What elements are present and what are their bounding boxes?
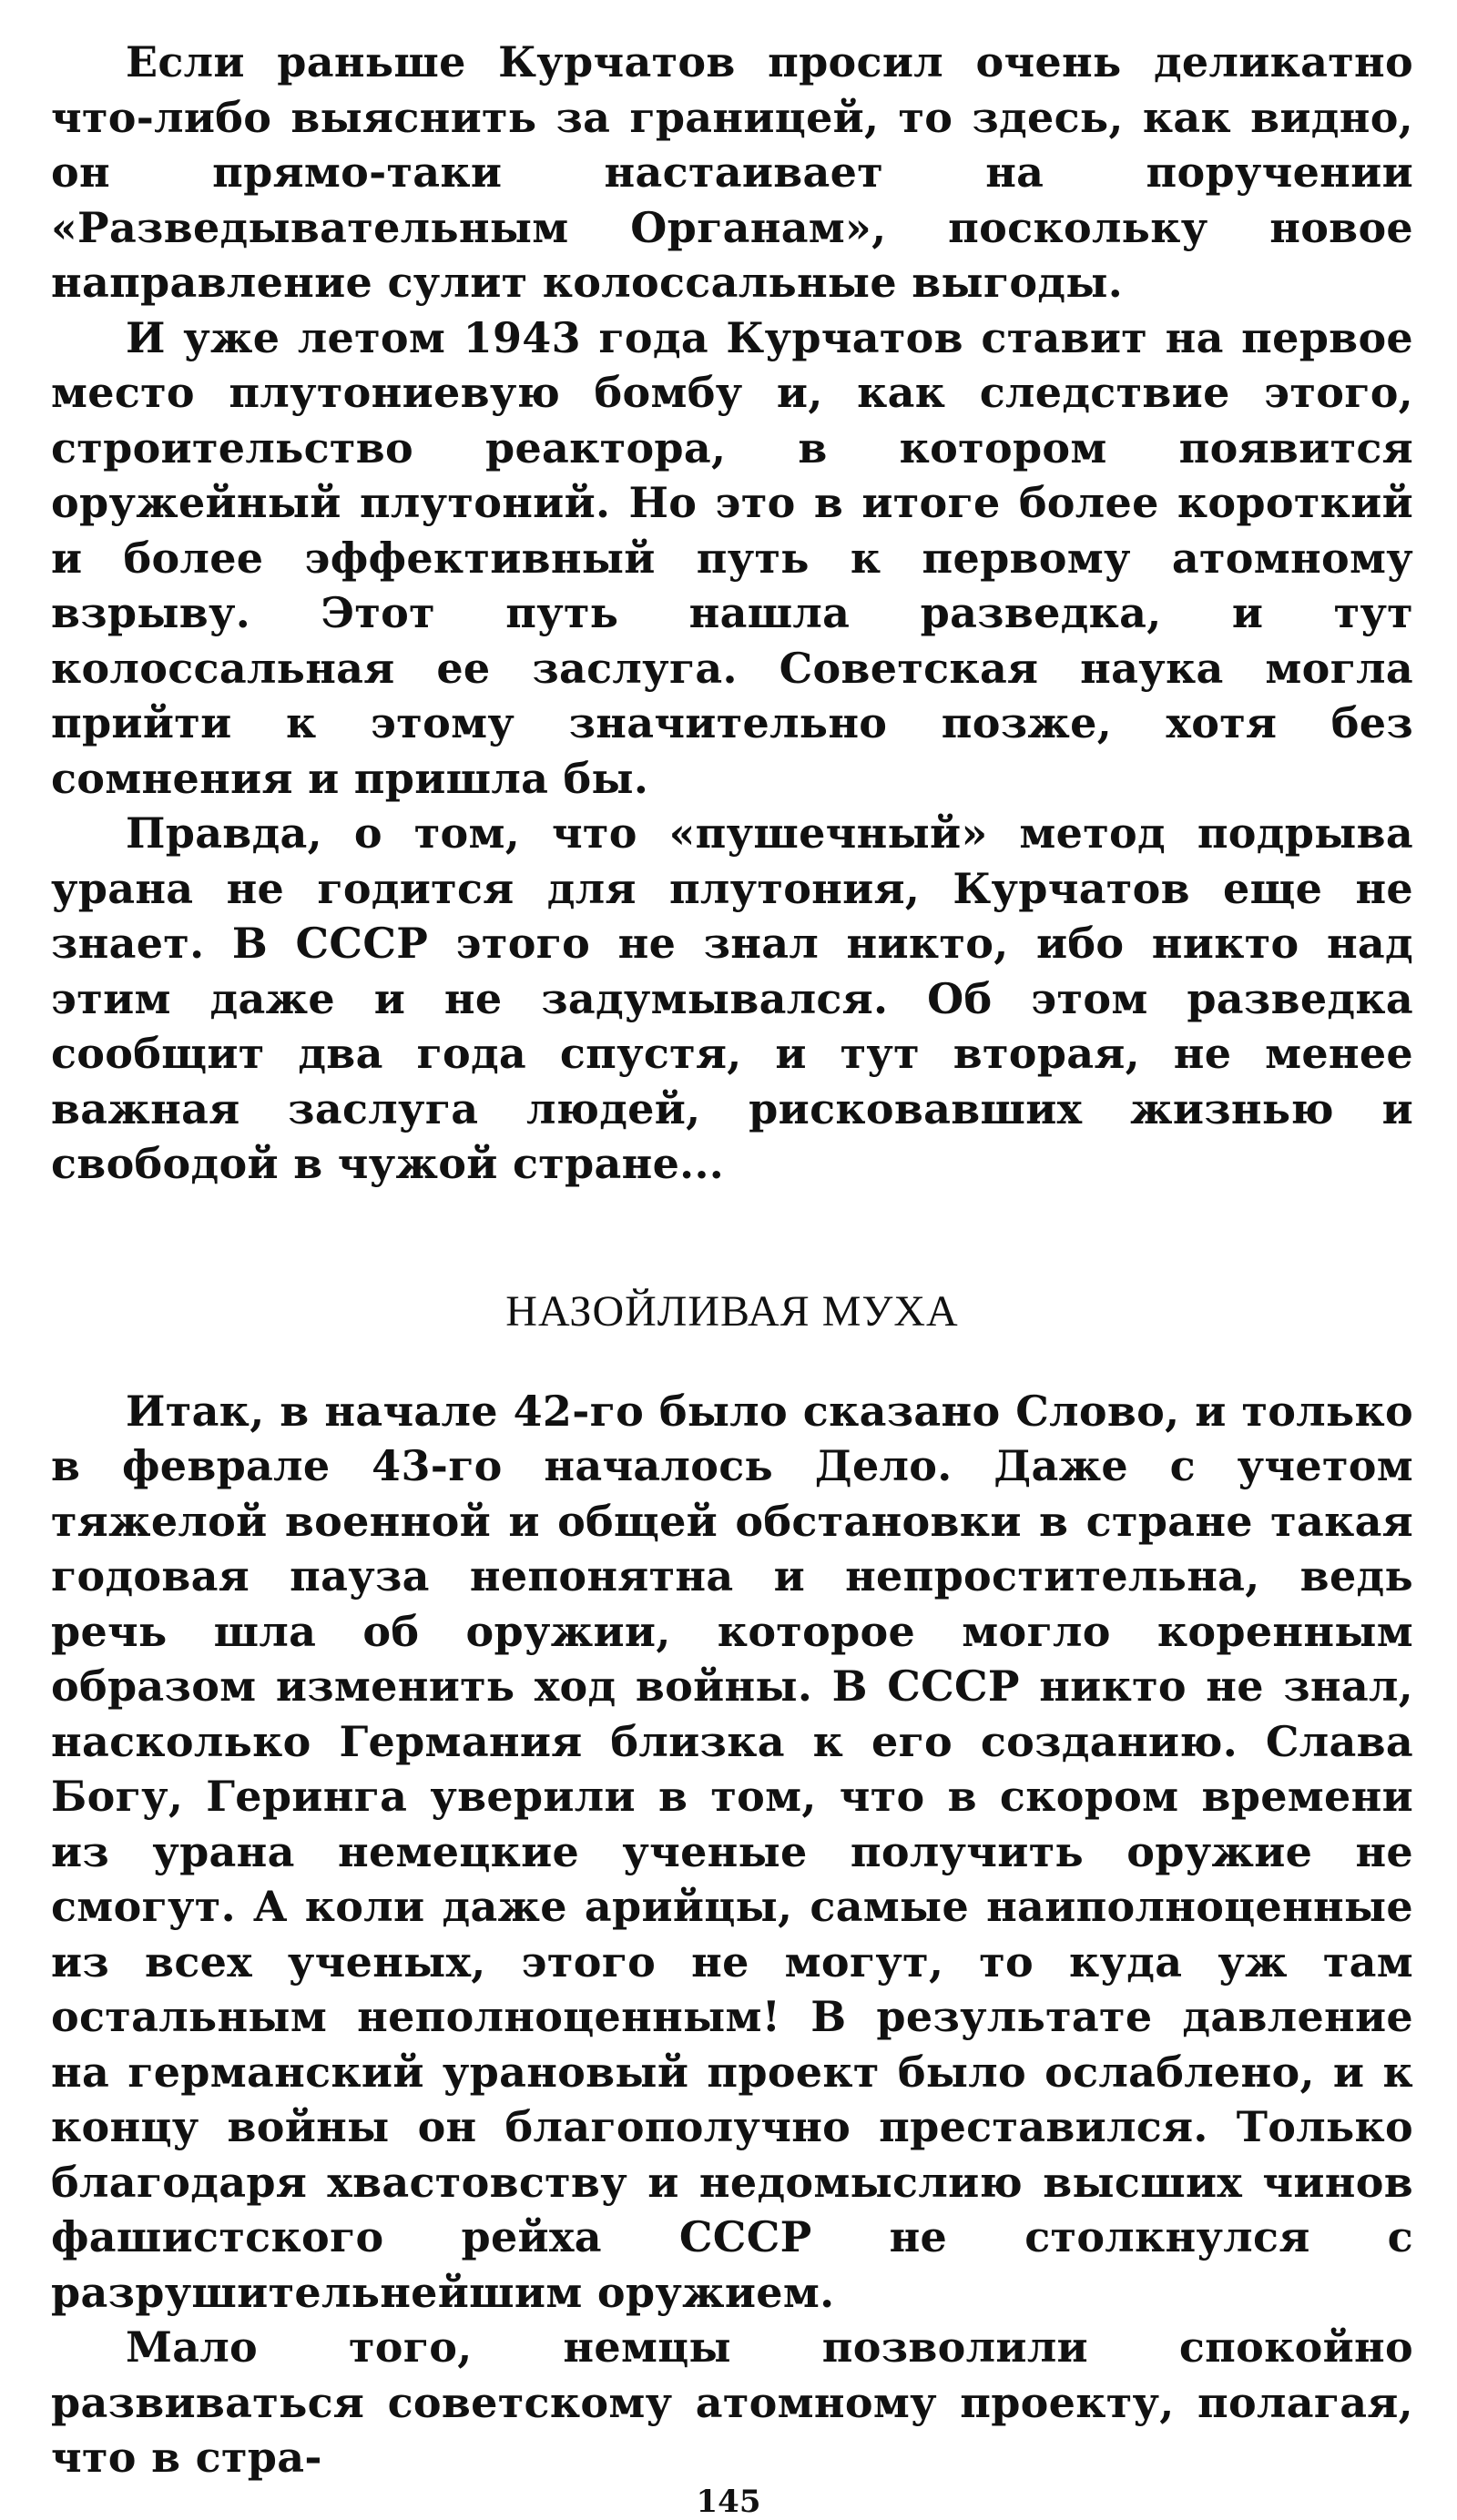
paragraph-5: Мало того, немцы позволили спокойно развиваться советскому атомному проекту, полагая, что в стра- — [51, 2322, 1413, 2482]
paragraph-3: Правда, о том, что «пушечный» метод подрыва урана не годится для плутония, Курчатов еще не знает. В СССР этого не знал никто, ибо никто над этим даже и не задумывался. Об этом разведка сообщит два года спустя, и тут вторая, не менее важная заслуга людей, рисковавших жизнью и свободой в чужой стране... — [51, 808, 1413, 1188]
book-page — [51, 35, 1413, 2485]
paragraph-4: Итак, в начале 42-го было сказано Слово, и только в феврале 43-го началось Дело. Даже с учетом тяжелой военной и общей обстановки в стране такая годовая пауза непонятна и непростительна, ведь речь шла об оружии, которое могло коренным образом изменить ход войны. В СССР никто не знал, насколько Германия близка к его созданию. Слава Богу, Геринга уверили в том, что в скором времени из урана немецкие ученые получить оружие не смогут. А коли даже арийцы, самые наиполноценные из всех ученых, этого не могут, то куда уж там остальным неполноценным! В результате давление на германский урановый проект было ослаблено, и к концу войны он благополучно преставился. Только благодаря хвастовству и недомыслию высших чинов фашистского рейха СССР не столкнулся с разрушительнейшим оружием. — [51, 1386, 1413, 2317]
page-number: 145 — [696, 2484, 761, 2520]
paragraph-2: И уже летом 1943 года Курчатов ставит на первое место плутониевую бомбу и, как следствие этого, строительство реактора, в котором появится оружейный плутоний. Но это в итоге более короткий и более эффективный путь к первому атомному взрыву. Этот путь нашла разведка, и тут колоссальная ее заслуга. Советская наука могла прийти к этому значительно позже, хотя без сомнения и пришла бы. — [51, 312, 1413, 803]
section-heading: НАЗОЙЛИВАЯ МУХА — [505, 1286, 959, 1336]
paragraph-1: Если раньше Курчатов просил очень деликатно что-либо выяснить за границей, то здесь, как видно, он прямо-таки настаивает на поручении «Разведывательным Органам», поскольку новое направление сулит колоссальные выгоды. — [51, 37, 1413, 307]
